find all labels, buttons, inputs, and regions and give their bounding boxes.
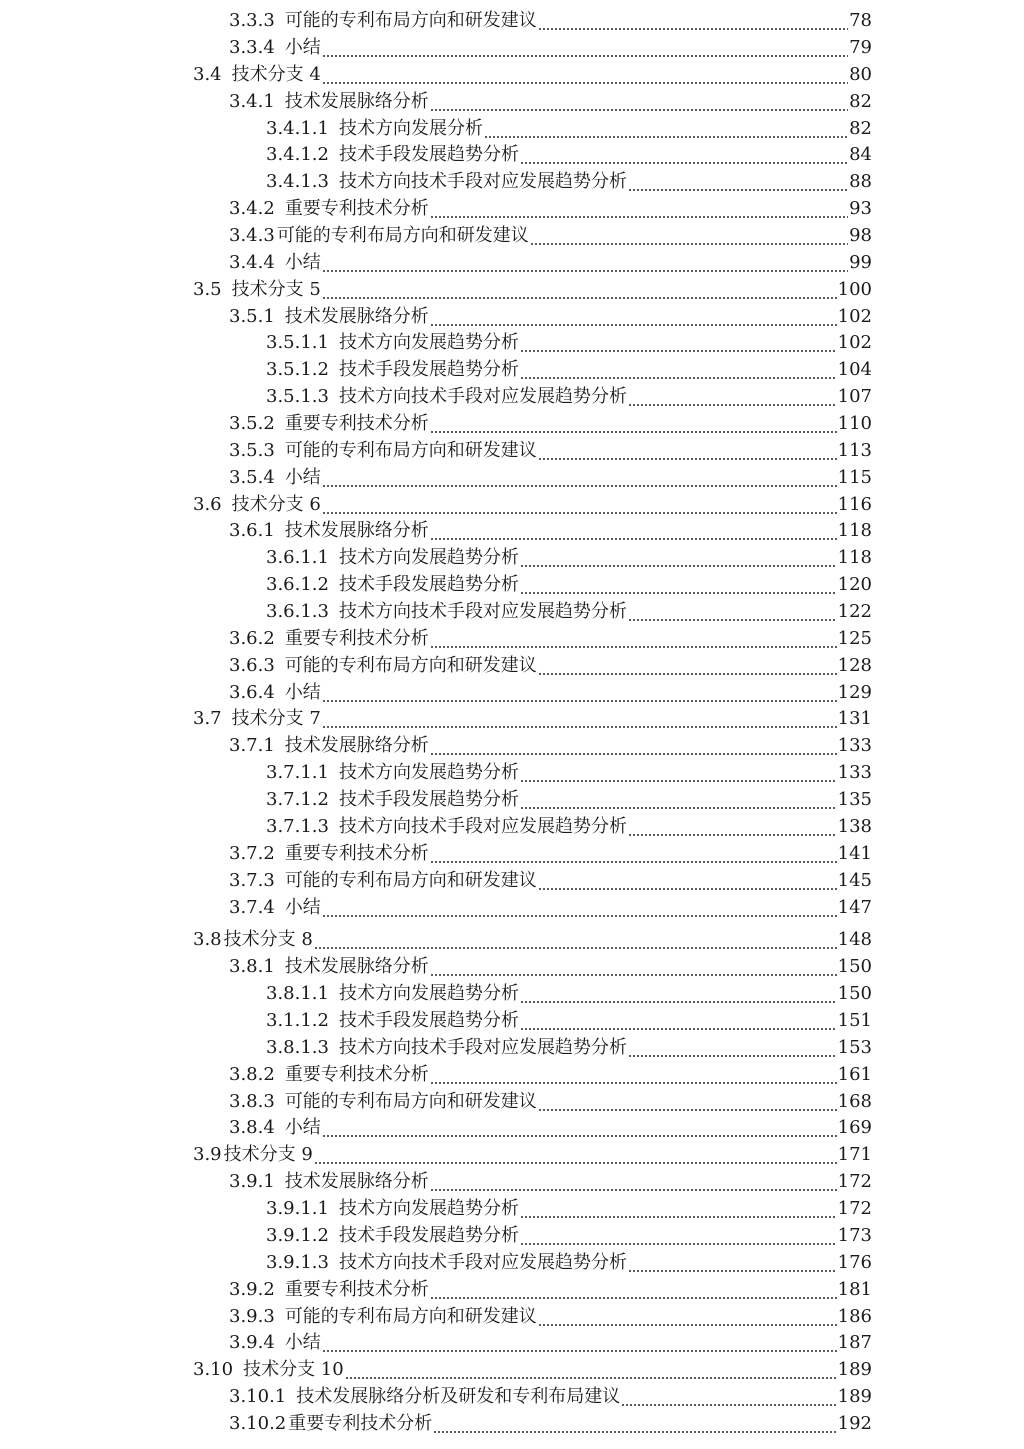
toc-entry-page: 150 xyxy=(837,983,872,1004)
dot-leader xyxy=(430,735,837,757)
toc-entry-title: 技术发展脉络分析 xyxy=(284,1171,429,1192)
toc-entry-number: 3.6.1.3 xyxy=(266,601,329,622)
dot-leader xyxy=(520,789,837,811)
dot-leader xyxy=(628,171,848,193)
toc-entry-number: 3.10 xyxy=(193,1359,234,1380)
toc-entry-page: 138 xyxy=(837,816,872,837)
dot-leader xyxy=(520,144,848,166)
toc-entry-page: 133 xyxy=(837,735,872,756)
toc-entry-title: 小结 xyxy=(284,467,321,488)
toc-entry-title: 可能的专利布局方向和研发建议 xyxy=(284,10,537,31)
toc-entry[interactable] xyxy=(266,1221,872,1247)
toc-entry-title: 技术方向技术手段对应发展趋势分析 xyxy=(338,816,627,837)
toc-entry-number: 3.8.2 xyxy=(229,1064,275,1085)
toc-entry-page: 120 xyxy=(837,574,872,595)
toc-entry[interactable] xyxy=(193,490,872,516)
toc-entry-number: 3.3.4 xyxy=(229,37,275,58)
toc-entry[interactable] xyxy=(229,1167,872,1193)
dot-leader xyxy=(538,10,848,32)
toc-entry-number: 3.10.1 xyxy=(229,1386,287,1407)
toc-entry-title: 技术发展脉络分析 xyxy=(284,956,429,977)
dot-leader xyxy=(520,1225,837,1247)
toc-entry-page: 189 xyxy=(837,1386,872,1407)
toc-entry[interactable] xyxy=(229,651,872,677)
toc-entry[interactable] xyxy=(266,758,872,784)
dot-leader xyxy=(430,956,837,978)
toc-entry-title: 技术分支 8 xyxy=(223,929,313,950)
toc-entry-title: 技术分支 4 xyxy=(231,64,321,85)
toc-entry[interactable] xyxy=(229,624,872,650)
toc-entry[interactable] xyxy=(266,785,872,811)
toc-entry-page: 100 xyxy=(837,279,872,300)
toc-entry-title: 小结 xyxy=(284,682,321,703)
toc-entry[interactable] xyxy=(266,382,872,408)
toc-entry-number: 3.4.1 xyxy=(229,91,275,112)
toc-entry-number: 3.5.3 xyxy=(229,440,275,461)
dot-leader xyxy=(520,1010,837,1032)
toc-entry-title: 技术发展脉络分析 xyxy=(284,520,429,541)
toc-entry-number: 3.4 xyxy=(193,64,222,85)
toc-entry-page: 171 xyxy=(837,1144,872,1165)
toc-entry-page: 133 xyxy=(837,762,872,783)
toc-entry[interactable] xyxy=(229,463,872,489)
toc-entry-title: 可能的专利布局方向和研发建议 xyxy=(284,1306,537,1327)
dot-leader xyxy=(322,252,848,274)
toc-entry-number: 3.9.1.1 xyxy=(266,1198,329,1219)
toc-entry-title: 小结 xyxy=(284,1117,321,1138)
dot-leader xyxy=(520,762,837,784)
toc-entry-number: 3.7.1.3 xyxy=(266,816,329,837)
toc-entry[interactable] xyxy=(229,1382,872,1408)
toc-entry-title: 小结 xyxy=(284,1332,321,1353)
toc-entry-title: 技术手段发展趋势分析 xyxy=(338,359,519,380)
toc-entry-number: 3.10.2 xyxy=(229,1413,287,1434)
toc-entry-number: 3.8.1 xyxy=(229,956,275,977)
toc-entry-number: 3.6.3 xyxy=(229,655,275,676)
toc-entry-page: 172 xyxy=(837,1198,872,1219)
toc-entry-title: 技术方向发展趋势分析 xyxy=(338,983,519,1004)
toc-entry-page: 93 xyxy=(849,198,872,219)
dot-leader xyxy=(520,547,837,569)
toc-entry-title: 重要专利技术分析 xyxy=(284,413,429,434)
toc-entry[interactable] xyxy=(266,114,872,140)
toc-entry-page: 84 xyxy=(849,144,872,165)
toc-entry-number: 3.5 xyxy=(193,279,222,300)
toc-entry[interactable] xyxy=(266,597,872,623)
toc-entry-title: 技术分支 6 xyxy=(231,494,321,515)
toc-entry-page: 115 xyxy=(837,467,872,488)
toc-entry-page: 102 xyxy=(837,332,872,353)
toc-entry[interactable] xyxy=(229,516,872,542)
toc-entry-title: 技术发展脉络分析 xyxy=(284,306,429,327)
dot-leader xyxy=(430,1064,837,1086)
toc-entry-title: 可能的专利布局方向和研发建议 xyxy=(276,225,529,246)
toc-entry-number: 3.4.4 xyxy=(229,252,275,273)
toc-entry[interactable] xyxy=(229,731,872,757)
toc-entry-number: 3.9.2 xyxy=(229,1279,275,1300)
toc-entry-title: 技术分支 7 xyxy=(231,708,321,729)
toc-entry-number: 3.6.2 xyxy=(229,628,275,649)
dot-leader xyxy=(314,929,837,951)
toc-entry-number: 3.3.3 xyxy=(229,10,275,31)
toc-entry[interactable] xyxy=(229,678,872,704)
toc-entry[interactable] xyxy=(266,140,872,166)
toc-entry-title: 技术手段发展趋势分析 xyxy=(338,1225,519,1246)
dot-leader xyxy=(520,1198,837,1220)
dot-leader xyxy=(628,1037,837,1059)
dot-leader xyxy=(628,386,837,408)
toc-entry[interactable] xyxy=(229,194,872,220)
dot-leader xyxy=(530,225,848,247)
toc-entry-page: 104 xyxy=(837,359,872,380)
toc-entry-number: 3.5.1.1 xyxy=(266,332,329,353)
toc-entry-title: 技术发展脉络分析 xyxy=(284,735,429,756)
toc-entry[interactable] xyxy=(229,893,872,919)
toc-entry[interactable] xyxy=(229,1328,872,1354)
dot-leader xyxy=(520,332,837,354)
toc-entry-page: 110 xyxy=(837,413,872,434)
toc-entry-title: 技术发展脉络分析 xyxy=(284,91,429,112)
toc-entry-page: 107 xyxy=(837,386,872,407)
toc-entry-title: 技术方向发展分析 xyxy=(338,118,483,139)
toc-entry-number: 3.4.3 xyxy=(229,225,275,246)
dot-leader xyxy=(520,574,837,596)
dot-leader xyxy=(322,37,848,59)
dot-leader xyxy=(430,520,837,542)
toc-entry-page: 161 xyxy=(837,1064,872,1085)
toc-entry-number: 3.8.4 xyxy=(229,1117,275,1138)
dot-leader xyxy=(430,1171,837,1193)
toc-entry-title: 技术手段发展趋势分析 xyxy=(338,144,519,165)
toc-entry-page: 151 xyxy=(837,1010,872,1031)
toc-entry[interactable] xyxy=(229,1087,872,1113)
toc-entry[interactable] xyxy=(193,704,872,730)
toc-entry-number: 3.9.1.2 xyxy=(266,1225,329,1246)
toc-entry-number: 3.7.4 xyxy=(229,897,275,918)
toc-entry[interactable] xyxy=(266,1006,872,1032)
toc-entry-number: 3.9.1 xyxy=(229,1171,275,1192)
toc-entry[interactable] xyxy=(266,1033,872,1059)
dot-leader xyxy=(628,1252,837,1274)
toc-entry-page: 147 xyxy=(837,897,872,918)
toc-entry-number: 3.6 xyxy=(193,494,222,515)
toc-entry-number: 3.7.3 xyxy=(229,870,275,891)
toc-entry-title: 可能的专利布局方向和研发建议 xyxy=(284,440,537,461)
toc-entry[interactable] xyxy=(266,979,872,1005)
toc-entry-title: 技术方向技术手段对应发展趋势分析 xyxy=(338,601,627,622)
toc-entry-page: 153 xyxy=(837,1037,872,1058)
toc-entry[interactable] xyxy=(229,248,872,274)
toc-entry[interactable] xyxy=(229,866,872,892)
toc-entry[interactable] xyxy=(229,221,872,247)
toc-entry[interactable] xyxy=(266,570,872,596)
toc-entry[interactable] xyxy=(229,33,872,59)
toc-entry-title: 技术方向技术手段对应发展趋势分析 xyxy=(338,171,627,192)
toc-entry-title: 重要专利技术分析 xyxy=(284,1279,429,1300)
toc-entry-number: 3.7.2 xyxy=(229,843,275,864)
toc-entry-number: 3.7.1 xyxy=(229,735,275,756)
toc-entry-number: 3.6.1 xyxy=(229,520,275,541)
dot-leader xyxy=(430,843,837,865)
toc-entry-number: 3.6.4 xyxy=(229,682,275,703)
toc-entry-number: 3.7.1.1 xyxy=(266,762,329,783)
toc-entry[interactable] xyxy=(266,355,872,381)
toc-entry-number: 3.7 xyxy=(193,708,222,729)
toc-entry-title: 可能的专利布局方向和研发建议 xyxy=(284,1091,537,1112)
toc-entry-page: 118 xyxy=(837,547,872,568)
toc-entry-page: 122 xyxy=(837,601,872,622)
toc-entry-page: 145 xyxy=(837,870,872,891)
toc-entry[interactable] xyxy=(229,409,872,435)
toc-entry-number: 3.5.2 xyxy=(229,413,275,434)
toc-entry[interactable] xyxy=(229,952,872,978)
toc-entry-title: 重要专利技术分析 xyxy=(284,628,429,649)
toc-entry-title: 技术分支 10 xyxy=(243,1359,344,1380)
toc-entry-title: 重要专利技术分析 xyxy=(284,843,429,864)
dot-leader xyxy=(322,897,837,919)
toc-entry-page: 148 xyxy=(837,929,872,950)
dot-leader xyxy=(322,494,837,516)
toc-entry[interactable] xyxy=(229,302,872,328)
toc-entry[interactable] xyxy=(229,6,872,32)
dot-leader xyxy=(430,306,837,328)
toc-entry-title: 技术方向技术手段对应发展趋势分析 xyxy=(338,1037,627,1058)
toc-entry-number: 3.6.1.1 xyxy=(266,547,329,568)
toc-entry-title: 技术发展脉络分析及研发和专利布局建议 xyxy=(296,1386,621,1407)
dot-leader xyxy=(314,1144,837,1166)
dot-leader xyxy=(433,1413,836,1435)
toc-entry-page: 79 xyxy=(849,37,872,58)
toc-entry-number: 3.7.1.2 xyxy=(266,789,329,810)
toc-entry-title: 小结 xyxy=(284,37,321,58)
toc-entry-page: 189 xyxy=(837,1359,872,1380)
toc-entry-title: 可能的专利布局方向和研发建议 xyxy=(284,655,537,676)
toc-entry-page: 128 xyxy=(837,655,872,676)
toc-entry-title: 技术方向发展趋势分析 xyxy=(338,332,519,353)
toc-entry[interactable] xyxy=(229,436,872,462)
toc-entry-title: 技术分支 9 xyxy=(223,1144,313,1165)
toc-entry-title: 重要专利技术分析 xyxy=(284,1064,429,1085)
toc-entry-number: 3.5.1.3 xyxy=(266,386,329,407)
dot-leader xyxy=(628,816,837,838)
toc-entry-number: 3.4.1.1 xyxy=(266,118,329,139)
toc-entry-page: 187 xyxy=(837,1332,872,1353)
toc-entry-page: 150 xyxy=(837,956,872,977)
dot-leader xyxy=(322,682,837,704)
toc-entry-page: 131 xyxy=(837,708,872,729)
toc-entry-number: 3.9.3 xyxy=(229,1306,275,1327)
toc-entry-page: 135 xyxy=(837,789,872,810)
toc-entry-page: 169 xyxy=(837,1117,872,1138)
toc-entry[interactable] xyxy=(229,1060,872,1086)
toc-entry[interactable] xyxy=(266,543,872,569)
dot-leader xyxy=(538,870,837,892)
toc-entry-number: 3.9.4 xyxy=(229,1332,275,1353)
dot-leader xyxy=(538,1091,837,1113)
toc-entry-title: 技术手段发展趋势分析 xyxy=(338,574,519,595)
toc-entry-number: 3.4.1.3 xyxy=(266,171,329,192)
toc-entry-page: 192 xyxy=(837,1413,872,1434)
toc-entry-number: 3.8.1.3 xyxy=(266,1037,329,1058)
dot-leader xyxy=(621,1386,836,1408)
toc-entry-title: 技术方向技术手段对应发展趋势分析 xyxy=(338,1252,627,1273)
toc-entry[interactable] xyxy=(229,1113,872,1139)
toc-entry-title: 小结 xyxy=(284,897,321,918)
toc-entry-title: 技术方向技术手段对应发展趋势分析 xyxy=(338,386,627,407)
toc-entry-page: 186 xyxy=(837,1306,872,1327)
toc-entry[interactable] xyxy=(193,275,872,301)
toc-entry-page: 172 xyxy=(837,1171,872,1192)
toc-entry-number: 3.6.1.2 xyxy=(266,574,329,595)
dot-leader xyxy=(345,1359,837,1381)
toc-entry-page: 78 xyxy=(849,10,872,31)
toc-entry-number: 3.9.1.3 xyxy=(266,1252,329,1273)
toc-entry[interactable] xyxy=(266,812,872,838)
dot-leader xyxy=(430,198,848,220)
dot-leader xyxy=(430,91,848,113)
dot-leader xyxy=(628,601,837,623)
toc-entry[interactable] xyxy=(193,1140,872,1166)
toc-entry-page: 141 xyxy=(837,843,872,864)
toc-entry-title: 技术手段发展趋势分析 xyxy=(338,789,519,810)
toc-entry-number: 3.5.1 xyxy=(229,306,275,327)
toc-entry[interactable] xyxy=(266,167,872,193)
dot-leader xyxy=(430,628,837,650)
toc-entry-page: 80 xyxy=(849,64,872,85)
toc-entry[interactable] xyxy=(193,60,872,86)
toc-entry-page: 88 xyxy=(849,171,872,192)
dot-leader xyxy=(538,655,837,677)
toc-entry-page: 99 xyxy=(849,252,872,273)
toc-entry[interactable] xyxy=(266,1248,872,1274)
toc-entry[interactable] xyxy=(229,87,872,113)
dot-leader xyxy=(520,983,837,1005)
toc-entry-number: 3.5.1.2 xyxy=(266,359,329,380)
dot-leader xyxy=(538,440,837,462)
dot-leader xyxy=(322,279,837,301)
toc-entry-page: 129 xyxy=(837,682,872,703)
dot-leader xyxy=(322,1332,837,1354)
toc-entry-page: 125 xyxy=(837,628,872,649)
toc-entry-page: 113 xyxy=(837,440,872,461)
toc-entry-number: 3.9 xyxy=(193,1144,222,1165)
toc-entry-number: 3.4.2 xyxy=(229,198,275,219)
toc-entry-title: 技术手段发展趋势分析 xyxy=(338,1010,519,1031)
toc-entry[interactable] xyxy=(229,1275,872,1301)
dot-leader xyxy=(430,1279,837,1301)
toc-entry-page: 116 xyxy=(837,494,872,515)
toc-entry-page: 82 xyxy=(849,118,872,139)
toc-entry-number: 3.1.1.2 xyxy=(266,1010,329,1031)
toc-entry-title: 技术分支 5 xyxy=(231,279,321,300)
toc-entry-page: 181 xyxy=(837,1279,872,1300)
toc-entry-number: 3.8.1.1 xyxy=(266,983,329,1004)
dot-leader xyxy=(538,1306,837,1328)
toc-entry-title: 技术方向发展趋势分析 xyxy=(338,547,519,568)
dot-leader xyxy=(484,118,848,140)
dot-leader xyxy=(322,467,837,489)
toc-entry-page: 176 xyxy=(837,1252,872,1273)
toc-entry-page: 102 xyxy=(837,306,872,327)
toc-entry[interactable] xyxy=(266,328,872,354)
toc-entry-title: 技术方向发展趋势分析 xyxy=(338,1198,519,1219)
toc-entry-number: 3.5.4 xyxy=(229,467,275,488)
toc-entry[interactable] xyxy=(193,1355,872,1381)
toc-entry-title: 重要专利技术分析 xyxy=(284,198,429,219)
toc-entry-page: 98 xyxy=(849,225,872,246)
dot-leader xyxy=(430,413,837,435)
toc-entry[interactable] xyxy=(193,925,872,951)
toc-entry-title: 可能的专利布局方向和研发建议 xyxy=(284,870,537,891)
toc-entry[interactable] xyxy=(229,839,872,865)
toc-entry[interactable] xyxy=(229,1302,872,1328)
toc-entry-number: 3.8 xyxy=(193,929,222,950)
toc-entry-title: 重要专利技术分析 xyxy=(288,1413,433,1434)
toc-entry-page: 82 xyxy=(849,91,872,112)
dot-leader xyxy=(520,359,837,381)
toc-entry-page: 168 xyxy=(837,1091,872,1112)
dot-leader xyxy=(322,708,837,730)
dot-leader xyxy=(322,1117,837,1139)
toc-entry-title: 技术方向发展趋势分析 xyxy=(338,762,519,783)
dot-leader xyxy=(322,64,848,86)
toc-entry[interactable] xyxy=(266,1194,872,1220)
toc-entry-title: 小结 xyxy=(284,252,321,273)
toc-entry-page: 173 xyxy=(837,1225,872,1246)
toc-entry-number: 3.4.1.2 xyxy=(266,144,329,165)
toc-entry[interactable] xyxy=(229,1409,872,1435)
toc-entry-page: 118 xyxy=(837,520,872,541)
toc-entry-number: 3.8.3 xyxy=(229,1091,275,1112)
